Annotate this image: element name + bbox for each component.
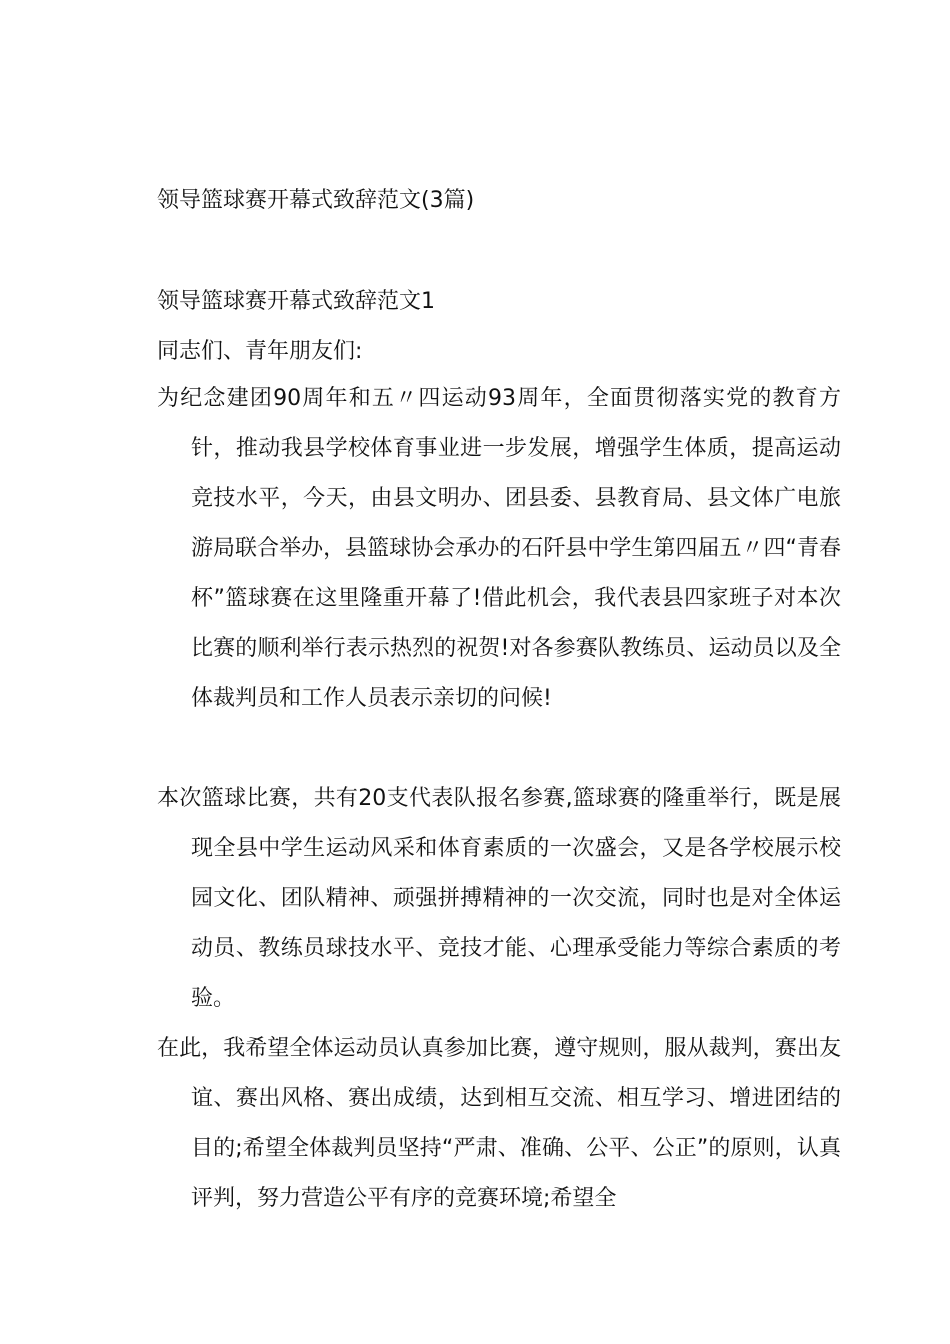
greeting-line: 同志们、青年朋友们:	[157, 339, 363, 364]
document-title: 领导篮球赛开幕式致辞范文(3篇)	[157, 188, 475, 213]
body-paragraph: 为纪念建团90周年和五〃四运动93周年，全面贯彻落实党的教育方针，推动我县学校体育事业进一步发展，增强学生体质，提高运动竞技水平，今天，由县文明办、团县委、县教育局、县文体广电旅游局联合举办，县篮球协会承办的石阡县中学生第四届五〃四“青春杯”篮球赛在这里隆重开幕了!借此机会，我代表县四家班子对本次比赛的顺利举行表示热烈的祝贺!对各参赛队教练员、运动员以及全体裁判员和工作人员表示亲切的问候!	[157, 386, 841, 711]
body-paragraph: 在此，我希望全体运动员认真参加比赛，遵守规则，服从裁判，赛出友谊、赛出风格、赛出成绩，达到相互交流、相互学习、增进团结的目的;希望全体裁判员坚持“严肃、准确、公平、公正”的原则，认真评判，努力营造公平有序的竞赛环境;希望全	[157, 1036, 841, 1211]
section-heading: 领导篮球赛开幕式致辞范文1	[157, 289, 435, 314]
body-paragraph: 本次篮球比赛，共有20支代表队报名参赛,篮球赛的隆重举行，既是展现全县中学生运动风采和体育素质的一次盛会，又是各学校展示校园文化、团队精神、顽强拼搏精神的一次交流，同时也是对全体运动员、教练员球技水平、竞技才能、心理承受能力等综合素质的考验。	[157, 786, 841, 1011]
